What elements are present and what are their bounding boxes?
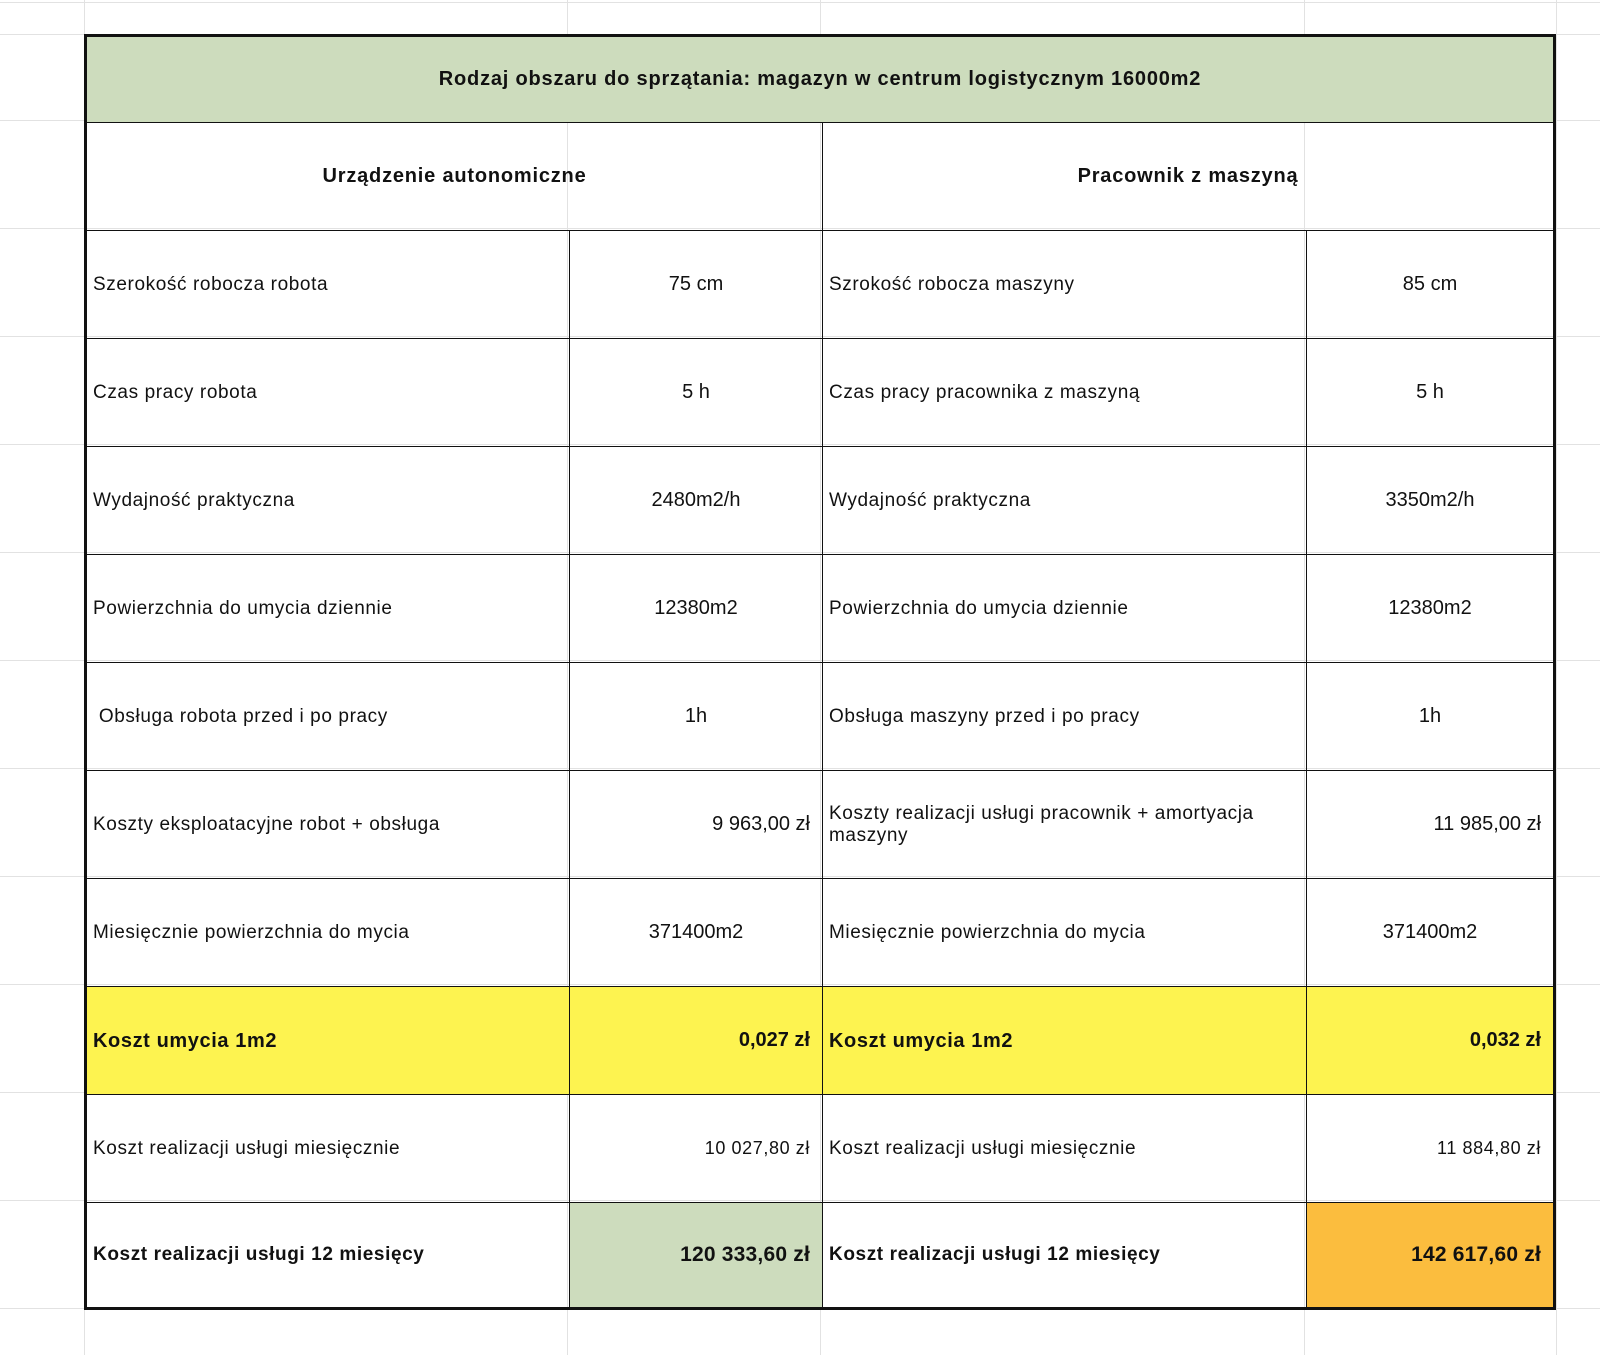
- left-label-working-time[interactable]: Czas pracy robota: [87, 339, 570, 447]
- right-value-efficiency[interactable]: 3350m2/h: [1307, 447, 1553, 555]
- right-label-yearly-cost[interactable]: Koszt realizacji usługi 12 miesięcy: [823, 1203, 1307, 1307]
- right-value-operating-costs[interactable]: 11 985,00 zł: [1307, 771, 1553, 879]
- right-label-working-width[interactable]: Szrokość robocza maszyny: [823, 231, 1307, 339]
- left-label-working-width[interactable]: Szerokość robocza robota: [87, 231, 570, 339]
- grid-line: [0, 2, 1600, 3]
- right-value-cost-per-m2[interactable]: 0,032 zł: [1307, 987, 1553, 1095]
- right-value-working-time[interactable]: 5 h: [1307, 339, 1553, 447]
- left-label-daily-area[interactable]: Powierzchnia do umycia dziennie: [87, 555, 570, 663]
- right-value-service[interactable]: 1h: [1307, 663, 1553, 771]
- left-value-working-time[interactable]: 5 h: [570, 339, 823, 447]
- left-value-operating-costs[interactable]: 9 963,00 zł: [570, 771, 823, 879]
- left-value-efficiency[interactable]: 2480m2/h: [570, 447, 823, 555]
- right-label-working-time[interactable]: Czas pracy pracownika z maszyną: [823, 339, 1307, 447]
- right-label-monthly-cost[interactable]: Koszt realizacji usługi miesięcznie: [823, 1095, 1307, 1203]
- right-label-daily-area[interactable]: Powierzchnia do umycia dziennie: [823, 555, 1307, 663]
- left-value-cost-per-m2[interactable]: 0,027 zł: [570, 987, 823, 1095]
- left-value-working-width[interactable]: 75 cm: [570, 231, 823, 339]
- right-label-operating-costs[interactable]: Koszty realizacji usługi pracownik + amortyacja maszyny: [823, 771, 1307, 879]
- right-label-cost-per-m2[interactable]: Koszt umycia 1m2: [823, 987, 1307, 1095]
- left-value-daily-area[interactable]: 12380m2: [570, 555, 823, 663]
- left-label-monthly-cost[interactable]: Koszt realizacji usługi miesięcznie: [87, 1095, 570, 1203]
- header-worker-machine[interactable]: Pracownik z maszyną: [823, 123, 1553, 231]
- right-value-yearly-cost[interactable]: 142 617,60 zł: [1307, 1203, 1553, 1307]
- right-value-working-width[interactable]: 85 cm: [1307, 231, 1553, 339]
- grid-line: [1556, 0, 1557, 1355]
- left-label-service[interactable]: Obsługa robota przed i po pracy: [87, 663, 570, 771]
- comparison-table: [84, 34, 1556, 1310]
- left-label-monthly-area[interactable]: Miesięcznie powierzchnia do mycia: [87, 879, 570, 987]
- header-autonomous[interactable]: Urządzenie autonomiczne: [87, 123, 823, 231]
- left-value-monthly-area[interactable]: 371400m2: [570, 879, 823, 987]
- left-label-operating-costs[interactable]: Koszty eksploatacyjne robot + obsługa: [87, 771, 570, 879]
- right-value-monthly-area[interactable]: 371400m2: [1307, 879, 1553, 987]
- left-label-cost-per-m2[interactable]: Koszt umycia 1m2: [87, 987, 570, 1095]
- right-label-monthly-area[interactable]: Miesięcznie powierzchnia do mycia: [823, 879, 1307, 987]
- right-label-efficiency[interactable]: Wydajność praktyczna: [823, 447, 1307, 555]
- right-value-monthly-cost[interactable]: 11 884,80 zł: [1307, 1095, 1553, 1203]
- right-value-daily-area[interactable]: 12380m2: [1307, 555, 1553, 663]
- left-label-yearly-cost[interactable]: Koszt realizacji usługi 12 miesięcy: [87, 1203, 570, 1307]
- table-title[interactable]: Rodzaj obszaru do sprzątania: magazyn w centrum logistycznym 16000m2: [87, 37, 1553, 123]
- left-value-yearly-cost[interactable]: 120 333,60 zł: [570, 1203, 823, 1307]
- left-value-service[interactable]: 1h: [570, 663, 823, 771]
- left-label-efficiency[interactable]: Wydajność praktyczna: [87, 447, 570, 555]
- left-value-monthly-cost[interactable]: 10 027,80 zł: [570, 1095, 823, 1203]
- right-label-service[interactable]: Obsługa maszyny przed i po pracy: [823, 663, 1307, 771]
